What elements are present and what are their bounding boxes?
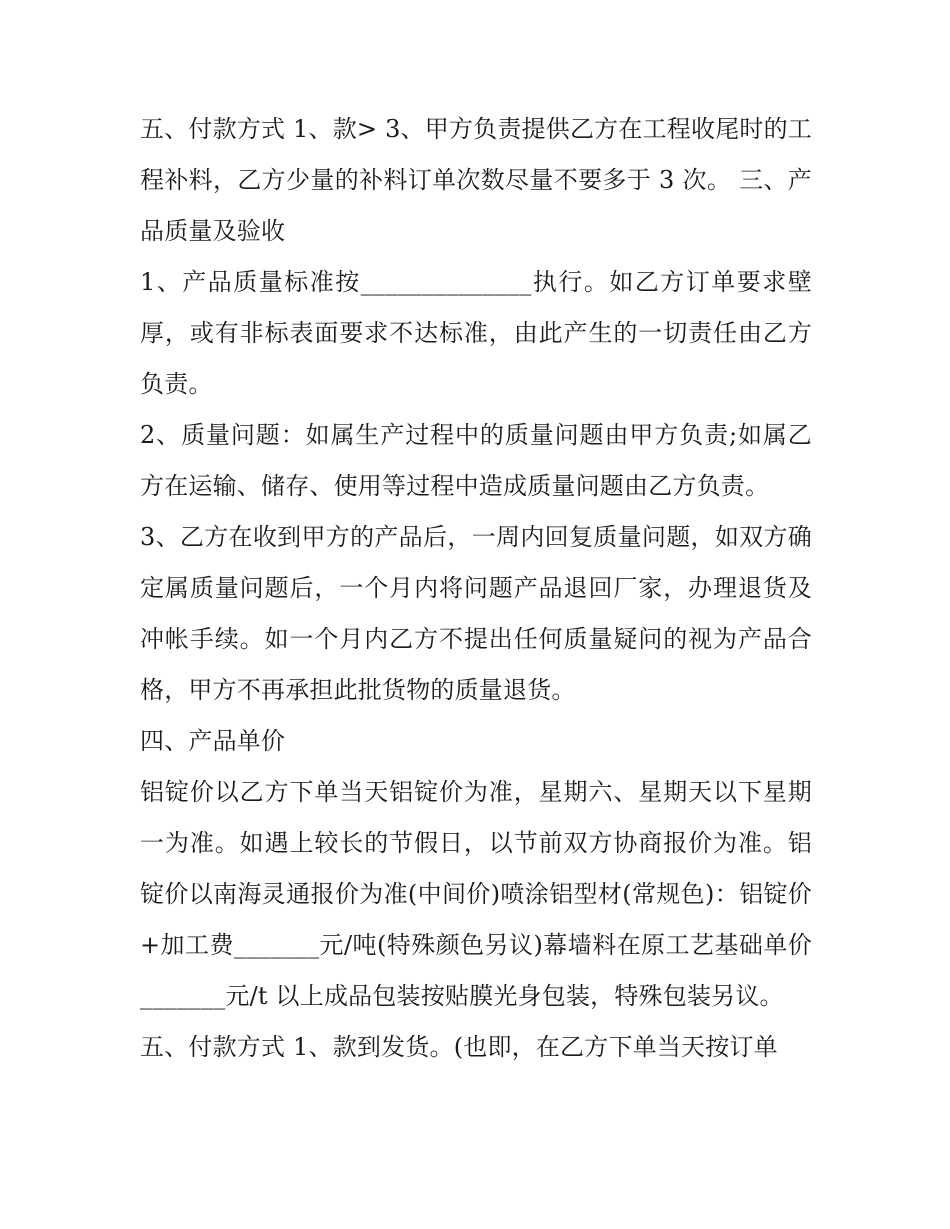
paragraph-payment-and-quality-heading: 五、付款方式 1、款> 3、甲方负责提供乙方在工程收尾时的工程补料，乙方少量的补料订单次数尽量不要多于 3 次。 三、产品质量及验收 <box>140 115 812 245</box>
document-body <box>140 104 812 1073</box>
paragraph-quality-feedback: 3、乙方在收到甲方的产品后，一周内回复质量问题，如双方确定属质量问题后，一个月内将问题产品退回厂家，办理退货及冲帐手续。如一个月内乙方不提出任何质量疑问的视为产品合格，甲方不再承担此批货物的质量退货。 <box>140 523 812 704</box>
section-heading-unit-price: 四、产品单价 <box>140 727 286 755</box>
paragraph-payment-method: 五、付款方式 1、款到发货。(也即，在乙方下单当天按订单 <box>140 1033 778 1061</box>
paragraph-quality-issues: 2、质量问题：如属生产过程中的质量问题由甲方负责;如属乙方在运输、储存、使用等过程中造成质量问题由乙方负责。 <box>140 421 812 500</box>
paragraph-unit-price-details: 铝锭价以乙方下单当天铝锭价为准，星期六、星期天以下星期一为准。如遇上较长的节假日，以节前双方协商报价为准。铝锭价以南海灵通报价为准(中间价)喷涂铝型材(常规色)：铝锭价+加工费_______元/吨(特殊颜色另议)幕墙料在原工艺基础单价_______元/t 以上成品包装按贴膜光身包装，特殊包装另议。 <box>140 778 812 1010</box>
paragraph-quality-standard: 1、产品质量标准按______________执行。如乙方订单要求壁厚，或有非标表面要求不达标准，由此产生的一切责任由乙方负责。 <box>140 268 812 398</box>
